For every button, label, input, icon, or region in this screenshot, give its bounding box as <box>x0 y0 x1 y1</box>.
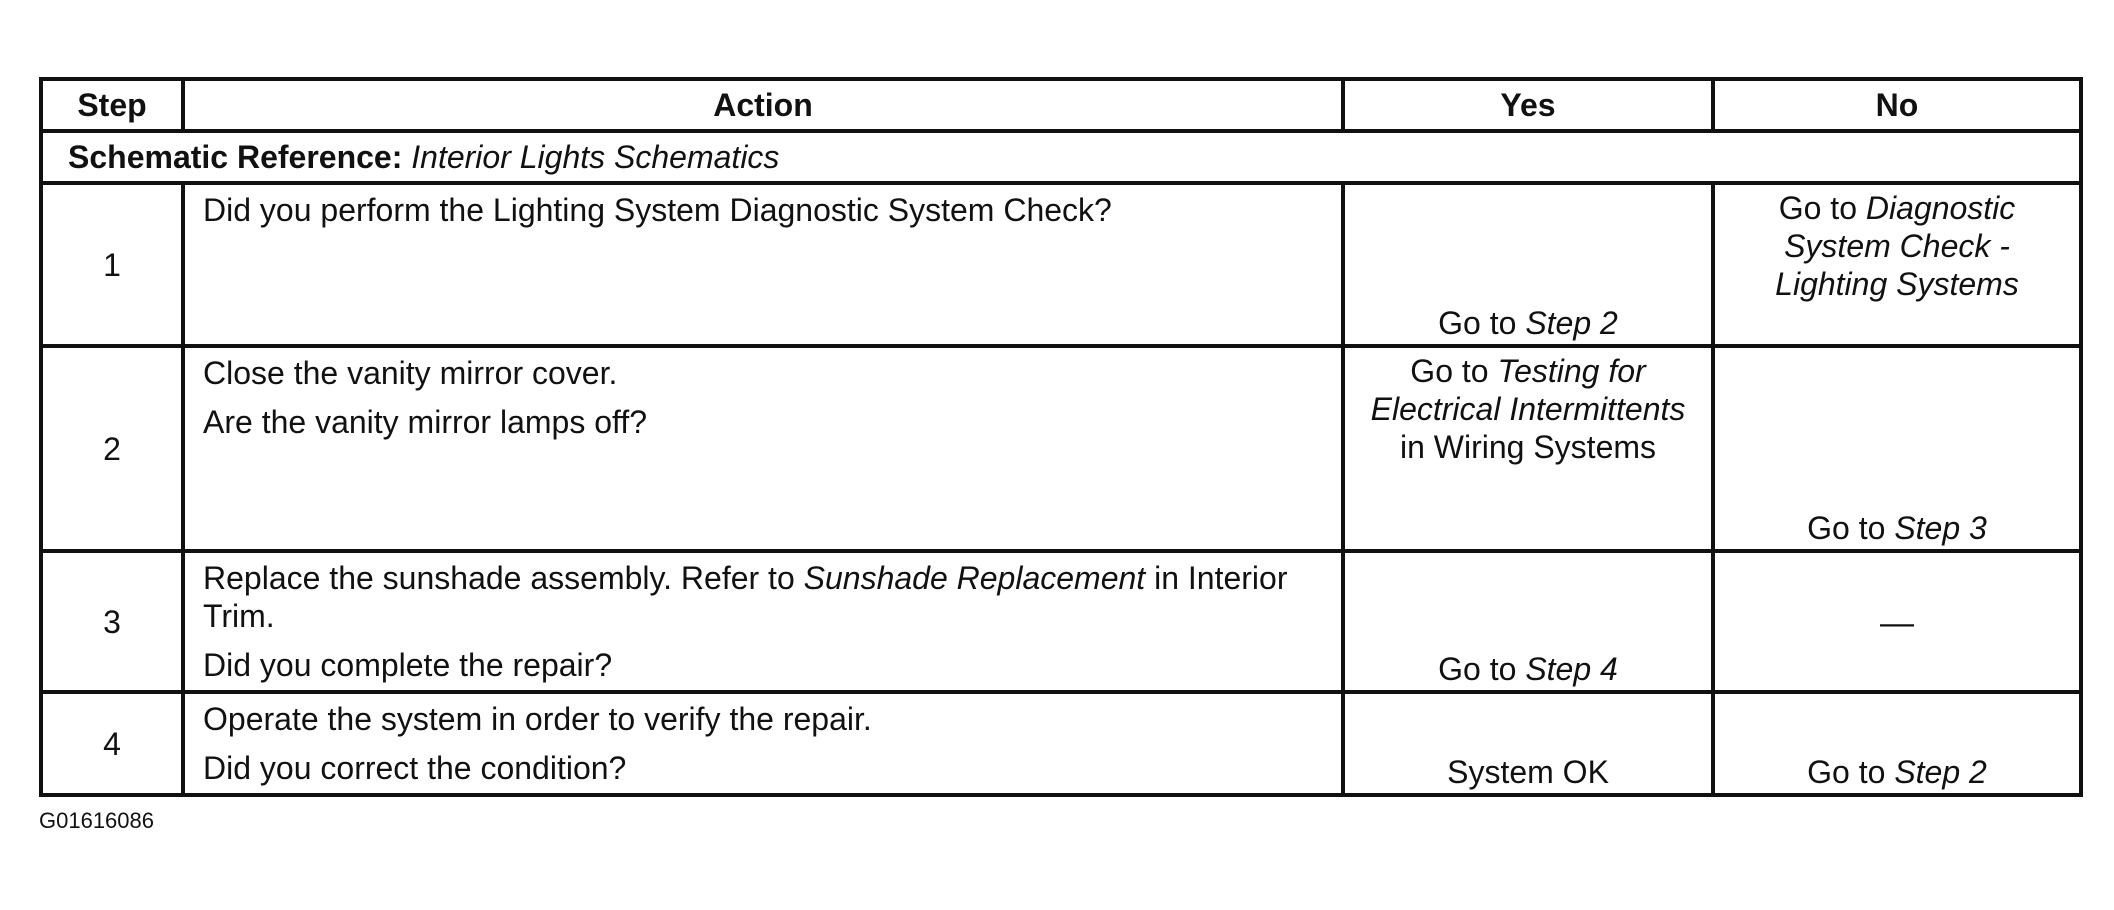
no-prefix: Go to <box>1807 510 1895 546</box>
action-question: Did you correct the condition? <box>203 750 627 786</box>
header-step: Step <box>41 79 183 131</box>
step-number: 1 <box>41 183 183 346</box>
schematic-reference-row <box>41 131 2081 183</box>
header-yes: Yes <box>1343 79 1713 131</box>
yes-prefix: Go to <box>1410 353 1498 389</box>
yes-cell <box>1343 183 1713 346</box>
action-cell <box>183 183 1343 346</box>
action-text: Did you perform the Lighting System Diagnostic System Check? <box>203 192 1112 228</box>
yes-cell: System OK <box>1343 692 1713 795</box>
no-cell <box>1713 346 2081 551</box>
table-row <box>41 551 2081 692</box>
step-number: 2 <box>41 346 183 551</box>
action-prefix: Replace the sunshade assembly. Refer to <box>203 560 804 596</box>
header-no: No <box>1713 79 2081 131</box>
action-cell <box>183 551 1343 692</box>
no-link[interactable]: Diagnostic System Check - Lighting Systems <box>1775 190 2019 302</box>
header-action: Action <box>183 79 1343 131</box>
action-text: Close the vanity mirror cover. <box>203 355 618 391</box>
table-row <box>41 692 2081 795</box>
yes-prefix: Go to <box>1438 651 1526 687</box>
yes-cell <box>1343 346 1713 551</box>
no-cell <box>1713 692 2081 795</box>
yes-link[interactable]: Testing for Electrical Intermittents <box>1370 353 1686 427</box>
action-link[interactable]: Sunshade Replacement <box>803 560 1146 596</box>
action-text <box>203 559 1329 635</box>
header-row <box>41 79 2081 131</box>
no-prefix: Go to <box>1778 190 1866 226</box>
action-cell <box>183 346 1343 551</box>
action-cell <box>183 692 1343 795</box>
no-cell: — <box>1713 551 2081 692</box>
step-number: 3 <box>41 551 183 692</box>
schematic-reference-link[interactable]: Interior Lights Schematics <box>411 139 780 175</box>
step-number: 4 <box>41 692 183 795</box>
table-row <box>41 346 2081 551</box>
schematic-reference-label: Schematic Reference: <box>68 139 403 175</box>
no-cell <box>1713 183 2081 346</box>
schematic-reference <box>41 131 2081 183</box>
action-text: Operate the system in order to verify the repair. <box>203 701 872 737</box>
no-link[interactable]: Step 3 <box>1894 510 1987 546</box>
yes-suffix: in Wiring Systems <box>1399 429 1657 465</box>
yes-prefix: Go to <box>1438 305 1526 341</box>
action-suffix: in Interior Trim. <box>203 560 1288 634</box>
table-row <box>41 183 2081 346</box>
no-link[interactable]: Step 2 <box>1894 754 1987 790</box>
no-prefix: Go to <box>1807 754 1895 790</box>
yes-link[interactable]: Step 2 <box>1525 305 1618 341</box>
diagnostic-table <box>39 77 2083 797</box>
action-question: Are the vanity mirror lamps off? <box>203 404 648 440</box>
action-question: Did you complete the repair? <box>203 647 613 683</box>
figure-id: G01616086 <box>39 808 154 833</box>
yes-cell <box>1343 551 1713 692</box>
yes-link[interactable]: Step 4 <box>1525 651 1618 687</box>
